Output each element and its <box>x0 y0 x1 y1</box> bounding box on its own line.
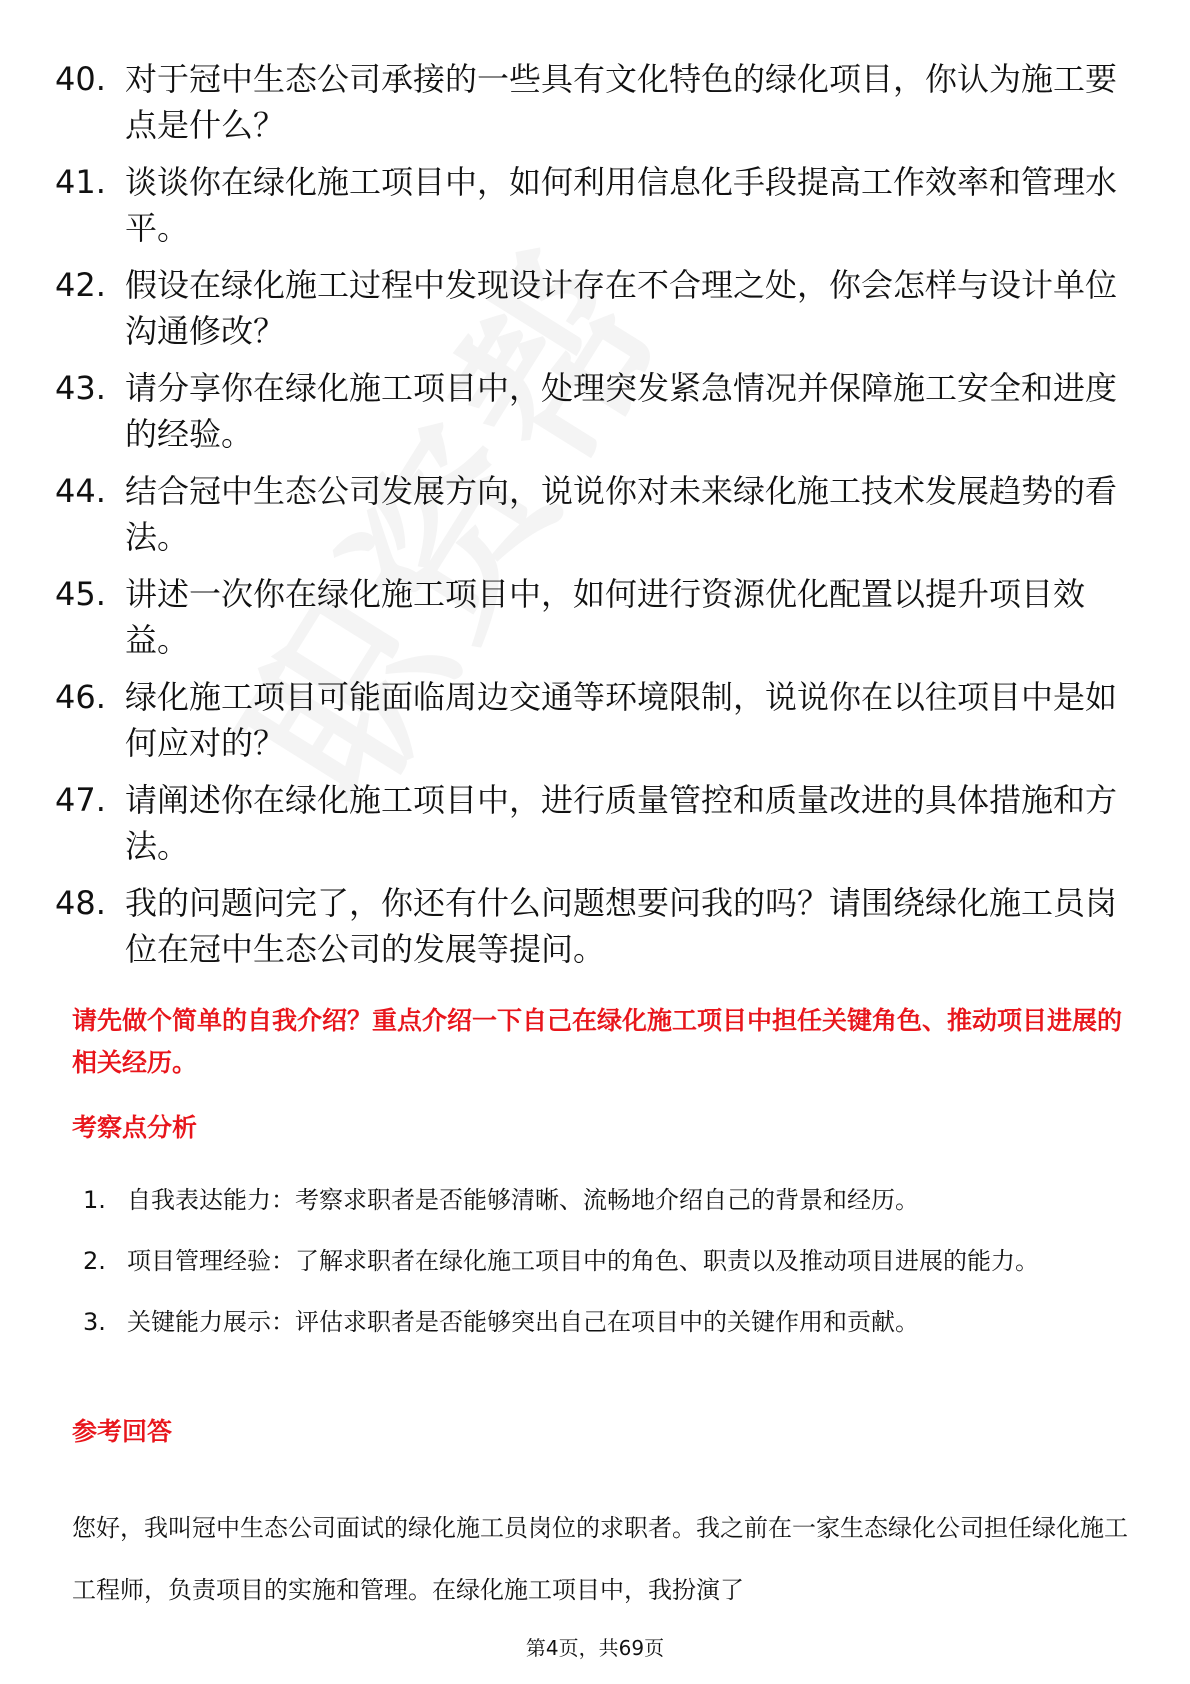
question-number: 40. <box>55 60 106 98</box>
question-number: 42. <box>55 266 106 304</box>
question-text: 对于冠中生态公司承接的一些具有文化特色的绿化项目，你认为施工要点是什么？ <box>125 60 1118 144</box>
question-list <box>55 56 1135 983</box>
question-number: 43. <box>55 369 106 407</box>
question-text: 绿化施工项目可能面临周边交通等环境限制，说说你在以往项目中是如何应对的？ <box>125 678 1118 762</box>
analysis-number: 1. <box>83 1186 106 1214</box>
question-item <box>55 674 1135 766</box>
question-text: 讲述一次你在绿化施工项目中，如何进行资源优化配置以提升项目效益。 <box>125 575 1086 659</box>
question-number: 46. <box>55 678 106 716</box>
question-number: 48. <box>55 884 106 922</box>
question-text: 请阐述你在绿化施工项目中，进行质量管控和质量改进的具体措施和方法。 <box>125 781 1118 865</box>
question-item <box>55 365 1135 457</box>
question-item <box>55 468 1135 560</box>
analysis-text: 关键能力展示：评估求职者是否能够突出自己在项目中的关键作用和贡献。 <box>127 1308 919 1336</box>
question-text: 谈谈你在绿化施工项目中，如何利用信息化手段提高工作效率和管理水平。 <box>125 163 1118 247</box>
analysis-item <box>83 1170 1123 1231</box>
question-item <box>55 56 1135 148</box>
question-number: 47. <box>55 781 106 819</box>
analysis-number: 2. <box>83 1247 106 1275</box>
question-number: 45. <box>55 575 106 613</box>
question-item <box>55 159 1135 251</box>
question-text: 请分享你在绿化施工项目中，处理突发紧急情况并保障施工安全和进度的经验。 <box>125 369 1118 453</box>
question-item <box>55 880 1135 972</box>
analysis-heading: 考察点分析 <box>72 1113 198 1142</box>
page-footer: 第4页，共69页 <box>525 1636 665 1660</box>
question-number: 44. <box>55 472 106 510</box>
question-item <box>55 777 1135 869</box>
analysis-number: 3. <box>83 1308 106 1336</box>
question-text: 我的问题问完了，你还有什么问题想要问我的吗？请围绕绿化施工员岗位在冠中生态公司的发展等提问。 <box>125 884 1118 968</box>
analysis-item <box>83 1231 1123 1292</box>
analysis-text: 项目管理经验：了解求职者在绿化施工项目中的角色、职责以及推动项目进展的能力。 <box>127 1247 1039 1275</box>
question-item <box>55 262 1135 354</box>
question-item <box>55 571 1135 663</box>
analysis-item <box>83 1292 1123 1353</box>
answer-text: 您好，我叫冠中生态公司面试的绿化施工员岗位的求职者。我之前在一家生态绿化公司担任绿化施工工程师，负责项目的实施和管理。在绿化施工项目中，我扮演了 <box>72 1514 1128 1604</box>
analysis-list <box>83 1170 1123 1353</box>
featured-question: 请先做个简单的自我介绍？重点介绍一下自己在绿化施工项目中担任关键角色、推动项目进展的相关经历。 <box>72 1006 1123 1077</box>
answer-heading: 参考回答 <box>72 1417 173 1446</box>
question-number: 41. <box>55 163 106 201</box>
analysis-text: 自我表达能力：考察求职者是否能够清晰、流畅地介绍自己的背景和经历。 <box>127 1186 919 1214</box>
question-text: 假设在绿化施工过程中发现设计存在不合理之处，你会怎样与设计单位沟通修改？ <box>125 266 1118 350</box>
question-text: 结合冠中生态公司发展方向，说说你对未来绿化施工技术发展趋势的看法。 <box>125 472 1118 556</box>
